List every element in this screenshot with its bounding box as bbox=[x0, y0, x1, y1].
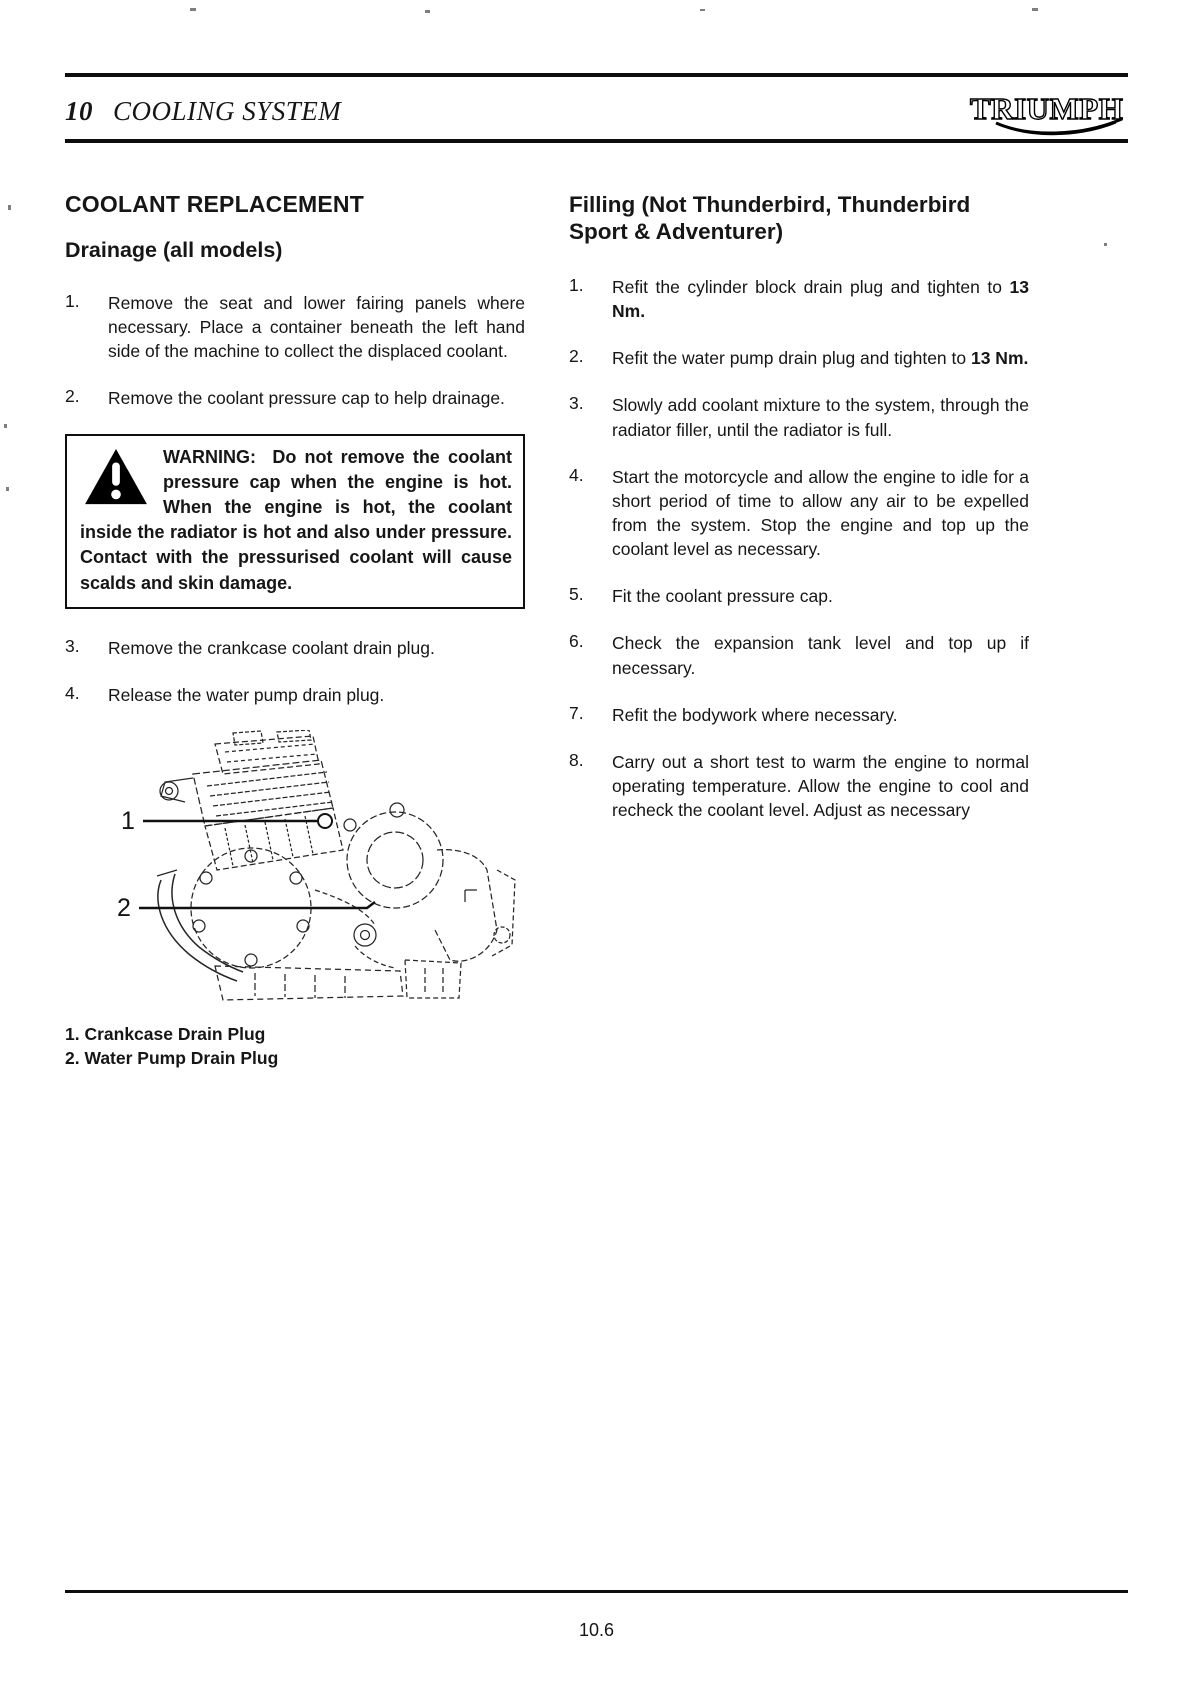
scan-artifact bbox=[190, 8, 196, 11]
triumph-logo-icon bbox=[968, 85, 1128, 141]
step-number: 4. bbox=[569, 464, 584, 485]
step-number: 5. bbox=[569, 584, 584, 605]
content-columns bbox=[65, 191, 1128, 1071]
step-text: Start the motorcycle and allow the engine to idle for a short period of time to allow any air to be expelled from the system. Stop the engine and top up the coolant level as necessary. bbox=[612, 466, 1029, 560]
figure-callout-2: 2 bbox=[117, 893, 131, 922]
step-text: Refit the bodywork where necessary. bbox=[612, 704, 898, 725]
triumph-logo bbox=[968, 85, 1128, 141]
list-item bbox=[569, 584, 1029, 608]
step-text bbox=[612, 346, 1029, 370]
header-rule-top bbox=[65, 73, 1128, 77]
step-text: Fit the coolant pressure cap. bbox=[612, 586, 833, 607]
warning-box bbox=[65, 434, 525, 609]
figure-caption-line: 1. Crankcase Drain Plug bbox=[65, 1023, 266, 1044]
step-number: 3. bbox=[65, 635, 80, 656]
list-item bbox=[65, 386, 525, 410]
scan-artifact bbox=[6, 487, 9, 491]
step-number: 3. bbox=[569, 393, 584, 414]
step-text: Release the water pump drain plug. bbox=[108, 684, 385, 705]
figure-caption-line: 2. Water Pump Drain Plug bbox=[65, 1048, 279, 1069]
step-text: Remove the seat and lower fairing panels where necessary. Place a container beneath the left hand side of the machine to collect the displaced coolant. bbox=[108, 293, 525, 362]
scan-artifact bbox=[1032, 8, 1038, 11]
chapter-heading bbox=[65, 96, 341, 135]
section-title-filling: Filling (Not Thunderbird, Thunderbird Sport & Adventurer) bbox=[569, 192, 971, 244]
list-item bbox=[569, 703, 1029, 727]
right-column bbox=[569, 191, 1029, 1071]
page-footer bbox=[65, 1590, 1128, 1684]
scan-artifact bbox=[8, 205, 11, 210]
step-text: Slowly add coolant mixture to the system, through the radiator filler, until the radiator is full. bbox=[612, 395, 1029, 440]
drainage-steps-continued bbox=[65, 636, 525, 707]
step-text: Remove the crankcase coolant drain plug. bbox=[108, 637, 435, 658]
scan-artifact bbox=[4, 424, 7, 428]
figure-callout-1: 1 bbox=[121, 806, 135, 835]
list-item bbox=[569, 346, 1029, 370]
step-number: 2. bbox=[65, 386, 80, 407]
step-number: 6. bbox=[569, 631, 584, 652]
warning-label: WARNING: bbox=[163, 446, 256, 467]
step-text: Carry out a short test to warm the engine to normal operating temperature. Allow the engine to cool and recheck the coolant level. Adjust as necessary bbox=[612, 751, 1029, 821]
filling-steps bbox=[569, 275, 1029, 822]
step-number: 1. bbox=[65, 291, 80, 311]
scan-artifact bbox=[425, 10, 430, 13]
list-item bbox=[569, 465, 1029, 562]
step-number: 8. bbox=[569, 749, 584, 770]
step-number: 7. bbox=[569, 702, 584, 723]
list-item bbox=[65, 683, 525, 707]
page-header bbox=[65, 79, 1128, 135]
drainage-steps bbox=[65, 291, 525, 411]
page-number: 10.6 bbox=[578, 1620, 615, 1640]
list-item bbox=[569, 750, 1029, 822]
figure-caption bbox=[65, 1022, 525, 1071]
footer-rule bbox=[65, 1590, 1128, 1593]
warning-triangle-icon bbox=[82, 448, 150, 506]
section-title-coolant-replacement: COOLANT REPLACEMENT bbox=[65, 191, 364, 217]
scan-artifact bbox=[700, 9, 705, 11]
step-number: 4. bbox=[65, 682, 80, 703]
chapter-number: 10 bbox=[65, 96, 93, 126]
step-text: Remove the coolant pressure cap to help drainage. bbox=[108, 388, 505, 409]
list-item bbox=[569, 275, 1029, 323]
subsection-title-drainage: Drainage (all models) bbox=[65, 238, 283, 262]
scan-artifact bbox=[1104, 243, 1107, 246]
step-text-normal: Refit the cylinder block drain plug and tighten to bbox=[612, 277, 1010, 297]
engine-line-drawing bbox=[65, 730, 525, 1002]
step-text-bold: 13 Nm. bbox=[970, 348, 1029, 369]
list-item bbox=[65, 291, 525, 363]
triumph-logo-text: TRIUMPH bbox=[970, 91, 1124, 126]
step-number: 1. bbox=[569, 275, 584, 295]
warning-body: Do not remove the coolant pressure cap when the engine is hot. When the engine is hot, the coolant inside the radiator is hot and also under pressure. Contact with the pressurised coolant will cause scalds and skin damage. bbox=[80, 446, 512, 593]
step-text: Check the expansion tank level and top up if necessary. bbox=[612, 633, 1029, 678]
step-text-normal: Refit the water pump drain plug and tighten to bbox=[612, 348, 971, 369]
engine-drain-plug-figure bbox=[65, 730, 525, 1071]
list-item bbox=[569, 393, 1029, 441]
step-number: 2. bbox=[569, 346, 584, 367]
list-item bbox=[65, 636, 525, 660]
left-column bbox=[65, 191, 525, 1071]
step-text bbox=[612, 275, 1029, 323]
step-text-bold: 13 Nm. bbox=[612, 277, 1029, 322]
chapter-title: COOLING SYSTEM bbox=[113, 96, 342, 126]
list-item bbox=[569, 631, 1029, 679]
